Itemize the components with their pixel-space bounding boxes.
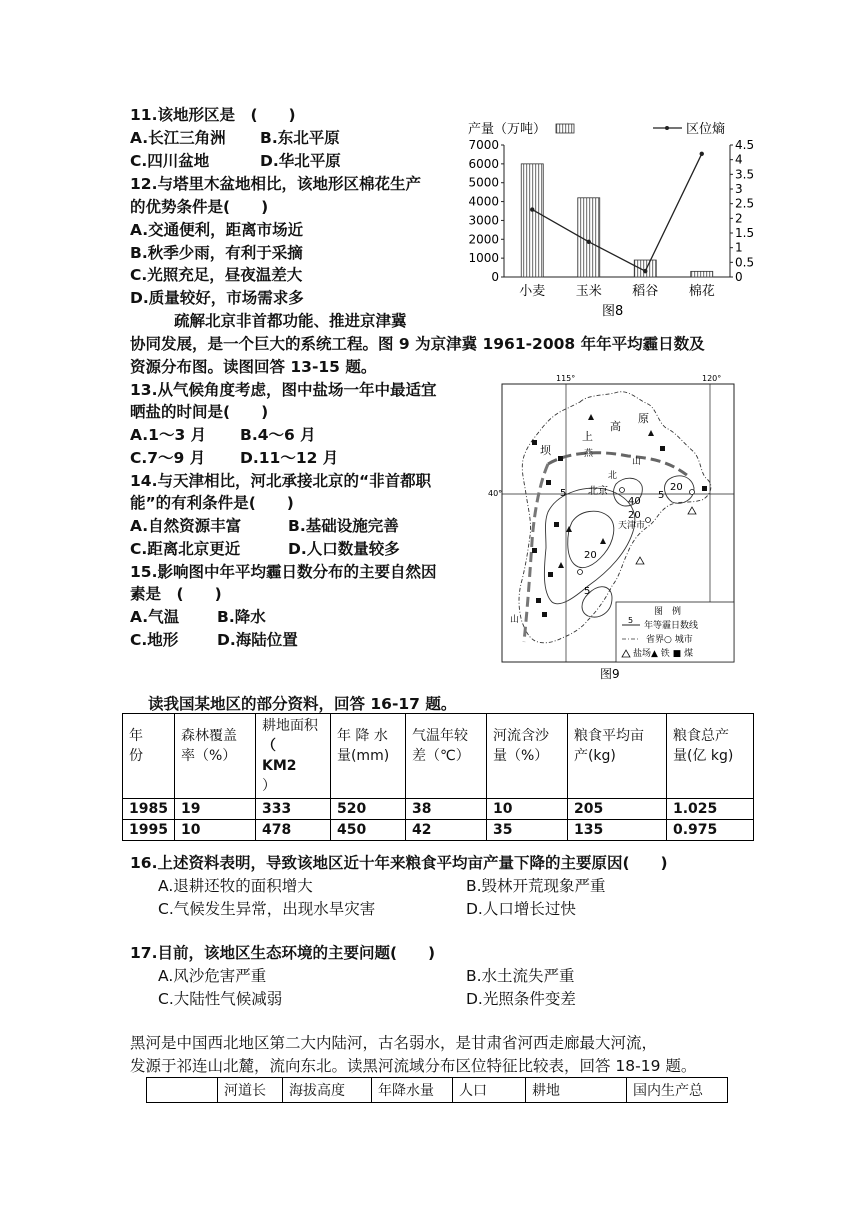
fig8-line-point <box>530 207 534 211</box>
intro-18-19-line1: 黑河是中国西北地区第二大内陆河，古名弱水，是甘肃省河西走廊最大河流， <box>130 1034 658 1052</box>
coal-icon <box>542 612 547 617</box>
coal-icon <box>546 480 551 485</box>
fig9-iso-label: 20 <box>584 550 597 561</box>
fig8-category-label: 稻谷 <box>632 284 659 299</box>
fig8-bar <box>521 164 543 277</box>
city-icon <box>578 570 583 575</box>
header-text: 粮食总产 <box>672 728 729 744</box>
fig9-label-shan: 山 <box>632 457 642 467</box>
header-text: 森林覆盖 <box>180 728 237 744</box>
fig8-caption: 图8 <box>602 304 624 319</box>
table-cell: 年降水量 <box>372 1078 453 1103</box>
fig9-iso-label: 5 <box>584 586 591 597</box>
table-cell <box>147 1078 218 1103</box>
header-text: 气温年较 <box>411 728 468 744</box>
intro-13-15-line3: 资源分布图。读图回答 13-15 题。 <box>130 358 377 376</box>
coal-icon <box>558 456 563 461</box>
q14-stem-line1: 14.与天津相比，河北承接北京的“非首都职 <box>130 472 432 490</box>
q16-stem: 16.上述资料表明，导致该地区近十年来粮食平均亩产量下降的主要原因( ) <box>130 854 668 872</box>
table-cell: 0.975 <box>666 820 753 841</box>
q17-stem: 17.目前，该地区生态环境的主要问题( ) <box>130 944 436 962</box>
fig9-label-shang: 上 <box>582 430 593 443</box>
coal-icon <box>536 598 541 603</box>
q16-option-d: D.人口增长过快 <box>466 900 576 918</box>
figure-9-map <box>488 372 738 684</box>
q12-stem-line2: 的优势条件是( ) <box>130 198 269 216</box>
q17-option-d: D.光照条件变差 <box>466 990 576 1008</box>
fig8-left-tick-label: 1000 <box>468 251 499 266</box>
q12-option-b: B.秋季少雨，有利于采摘 <box>130 244 303 262</box>
q15-option-d: D.海陆位置 <box>217 631 298 649</box>
fig9-legend-isoline-number: 5 <box>628 616 634 625</box>
table-cell: 10 <box>486 799 567 820</box>
q12-stem-line1: 12.与塔里木盆地相比，该地形区棉花生产 <box>130 175 421 193</box>
fig8-right-tick-label: 4.5 <box>735 138 755 152</box>
q16-option-a: A.退耕还牧的面积增大 <box>158 877 313 895</box>
fig9-label-gao: 高 <box>610 420 621 433</box>
q11-option-b: B.东北平原 <box>260 129 340 147</box>
fig8-plot-area <box>468 138 754 299</box>
q12-option-a: A.交通便利，距离市场近 <box>130 221 304 239</box>
fig9-label-beijing: 北京 <box>588 486 608 497</box>
q15-option-c: C.地形 <box>130 631 179 649</box>
q12-option-d: D.质量较好，市场需求多 <box>130 289 304 307</box>
fig9-label-yuan: 原 <box>638 412 649 425</box>
header-text: 量（%） <box>492 748 549 764</box>
q11-option-a: A.长江三角洲 <box>130 129 226 147</box>
table-header-row <box>147 1078 728 1103</box>
q17-option-b: B.水土流失严重 <box>466 967 575 985</box>
fig8-bar <box>691 271 713 277</box>
header-temp-range <box>405 714 486 799</box>
fig8-left-tick-label: 2000 <box>468 232 499 247</box>
intro-13-15-line1: 疏解北京非首都功能、推进京津冀 <box>174 312 407 330</box>
header-grain-total <box>666 714 753 799</box>
q14-option-d: D.人口数量较多 <box>288 540 400 558</box>
header-sediment <box>486 714 567 799</box>
fig9-legend-boundary: 省界○ 城市 <box>646 635 693 645</box>
q12-option-c: C.光照充足，昼夜温差大 <box>130 266 303 284</box>
fig8-line-point <box>700 152 704 156</box>
q13-stem-line2: 晒盐的时间是( ) <box>130 403 269 421</box>
table-cell: 1995 <box>123 820 175 841</box>
table-cell: 海拔高度 <box>283 1078 372 1103</box>
q17-option-c: C.大陆性气候减弱 <box>158 990 283 1008</box>
fig9-lat-40: 40° <box>488 489 503 498</box>
city-icon <box>620 488 625 493</box>
q13-stem-line1: 13.从气候角度考虑，图中盐场一年中最适宜 <box>130 381 437 399</box>
fig8-right-tick-label: 3 <box>735 182 743 196</box>
table-cell: 333 <box>255 799 330 820</box>
table-cell: 38 <box>405 799 486 820</box>
q14-stem-line2: 能”的有利条件是( ) <box>130 494 294 512</box>
fig8-category-label: 小麦 <box>519 284 546 299</box>
fig8-left-tick-label: 0 <box>491 270 499 284</box>
fig8-line-legend-marker <box>665 126 669 130</box>
fig9-label-shan-west: 山 <box>510 615 520 625</box>
header-text: 份 <box>129 748 143 764</box>
table-cell: 1.025 <box>666 799 753 820</box>
fig8-category-label: 棉花 <box>688 284 715 299</box>
table-header-row <box>123 714 754 799</box>
header-text: 年 降 水 <box>336 728 388 744</box>
coal-icon <box>532 440 537 445</box>
fig8-right-tick-label: 1 <box>735 240 743 255</box>
fig9-label-ba: 坝 <box>540 444 551 457</box>
header-text: 河流含沙 <box>492 728 549 744</box>
fig8-left-tick-label: 6000 <box>468 156 499 171</box>
q14-option-b: B.基础设施完善 <box>288 517 399 535</box>
table-cell: 520 <box>330 799 405 820</box>
fig8-right-tick-label: 1.5 <box>735 226 755 240</box>
intro-18-19-line2: 发源于祁连山北麓，流向东北。读黑河流域分布区位特征比较表，回答 18-19 题。 <box>130 1057 697 1075</box>
coal-icon <box>548 572 553 577</box>
header-text: 耕地面积 <box>261 718 318 734</box>
header-text: 量(mm) <box>336 748 390 764</box>
header-text: 年 <box>129 728 143 744</box>
fig8-bar <box>634 260 656 277</box>
fig9-lon-115: 115° <box>556 374 576 383</box>
fig8-left-tick-label: 4000 <box>468 194 499 209</box>
table-cell: 国内生产总 <box>627 1078 728 1103</box>
table-cell: 450 <box>330 820 405 841</box>
q13-option-d: D.11～12 月 <box>240 449 339 467</box>
coal-icon <box>660 446 665 451</box>
fig9-iso-label: 5 <box>658 490 665 501</box>
table-cell: 478 <box>255 820 330 841</box>
header-text: 产(kg) <box>573 748 616 764</box>
q15-option-a: A.气温 <box>130 608 180 626</box>
fig9-lon-120: 120° <box>702 374 722 383</box>
fig9-iso-label: 20 <box>628 510 641 521</box>
fig9-label-tianjin: 天津市 <box>618 521 646 531</box>
coal-icon <box>554 522 559 527</box>
header-text: （ KM2 <box>261 738 297 774</box>
fig8-right-tick-label: 0 <box>735 270 743 284</box>
table-cell: 耕地 <box>526 1078 627 1103</box>
q13-option-b: B.4～6 月 <box>240 426 316 444</box>
table-cell: 19 <box>174 799 255 820</box>
header-forest <box>174 714 255 799</box>
header-precip <box>330 714 405 799</box>
header-text: 率（%） <box>180 748 237 764</box>
coal-icon <box>532 548 537 553</box>
fig9-legend-isoline: 年等霾日数线 <box>644 621 699 631</box>
fig9-caption: 图9 <box>600 667 620 681</box>
q14-option-c: C.距离北京更近 <box>130 540 241 558</box>
fig8-right-tick-label: 4 <box>735 152 743 167</box>
city-icon <box>646 518 651 523</box>
q15-option-b: B.降水 <box>217 608 266 626</box>
fig8-right-tick-label: 3.5 <box>735 167 755 182</box>
intro-13-15-line2: 协同发展，是一个巨大的系统工程。图 9 为京津冀 1961-2008 年年平均霾日数及 <box>130 335 705 353</box>
table-cell: 135 <box>567 820 666 841</box>
header-text: 量(亿 kg) <box>672 748 734 764</box>
table-cell: 10 <box>174 820 255 841</box>
fig8-left-tick-label: 7000 <box>468 138 499 152</box>
fig9-label-yan: 燕 <box>584 449 594 459</box>
fig8-left-tick-label: 5000 <box>468 175 499 190</box>
q11-option-c: C.四川盆地 <box>130 152 210 170</box>
q15-stem-line1: 15.影响图中年平均霾日数分布的主要自然因 <box>130 563 437 581</box>
header-grain-yield <box>567 714 666 799</box>
table-cell: 205 <box>567 799 666 820</box>
header-text: 粮食平均亩 <box>573 728 644 744</box>
table-cell: 1985 <box>123 799 175 820</box>
figure-8-chart <box>460 115 780 325</box>
table-row <box>123 799 754 820</box>
fig9-legend-title: 图 例 <box>654 607 682 617</box>
fig8-line-point <box>643 269 647 273</box>
fig9-iso-label: 20 <box>670 482 683 493</box>
fig8-right-tick-label: 2 <box>735 211 743 226</box>
q16-option-c: C.气候发生异常，出现水旱灾害 <box>158 900 376 918</box>
fig9-iso-label: 40 <box>628 496 641 507</box>
header-year <box>123 714 175 799</box>
city-icon <box>690 490 695 495</box>
header-farmland <box>255 714 330 799</box>
q11-option-d: D.华北平原 <box>260 152 341 170</box>
q11-stem: 11.该地形区是 ( ) <box>130 106 296 124</box>
fig8-category-label: 玉米 <box>575 284 602 299</box>
q13-option-c: C.7～9 月 <box>130 449 206 467</box>
table-cell: 人口 <box>453 1078 526 1103</box>
q17-option-a: A.风沙危害严重 <box>158 967 267 985</box>
table-cell: 42 <box>405 820 486 841</box>
coal-icon <box>702 486 707 491</box>
data-table-1985-1995 <box>122 713 754 841</box>
table-row <box>123 820 754 841</box>
header-text: 差（℃） <box>411 748 470 764</box>
q13-option-a: A.1～3 月 <box>130 426 207 444</box>
fig8-right-tick-label: 2.5 <box>735 196 755 211</box>
table-cell: 河道长 <box>218 1078 283 1103</box>
intro-16-17: 读我国某地区的部分资料，回答 16-17 题。 <box>148 695 457 713</box>
q16-option-b: B.毁林开荒现象严重 <box>466 877 606 895</box>
fig8-line-series <box>532 154 702 271</box>
fig9-iso-label: 5 <box>560 488 567 499</box>
heihe-comparison-table <box>146 1077 728 1103</box>
table-cell: 35 <box>486 820 567 841</box>
fig8-left-axis-label: 产量（万吨） <box>468 122 547 137</box>
fig8-bar-legend-swatch <box>556 124 574 133</box>
header-text: ） <box>261 778 276 794</box>
fig8-left-tick-label: 3000 <box>468 213 499 228</box>
fig9-legend-resources: 盐场▲ 铁 ■ 煤 <box>633 649 694 659</box>
fig8-right-tick-label: 0.5 <box>735 255 755 270</box>
fig9-label-bei: 北 <box>608 471 618 481</box>
fig8-right-axis-label: 区位熵 <box>686 122 726 137</box>
q15-stem-line2: 素是 ( ) <box>130 585 222 603</box>
q14-option-a: A.自然资源丰富 <box>130 517 242 535</box>
fig8-line-point <box>587 240 591 244</box>
